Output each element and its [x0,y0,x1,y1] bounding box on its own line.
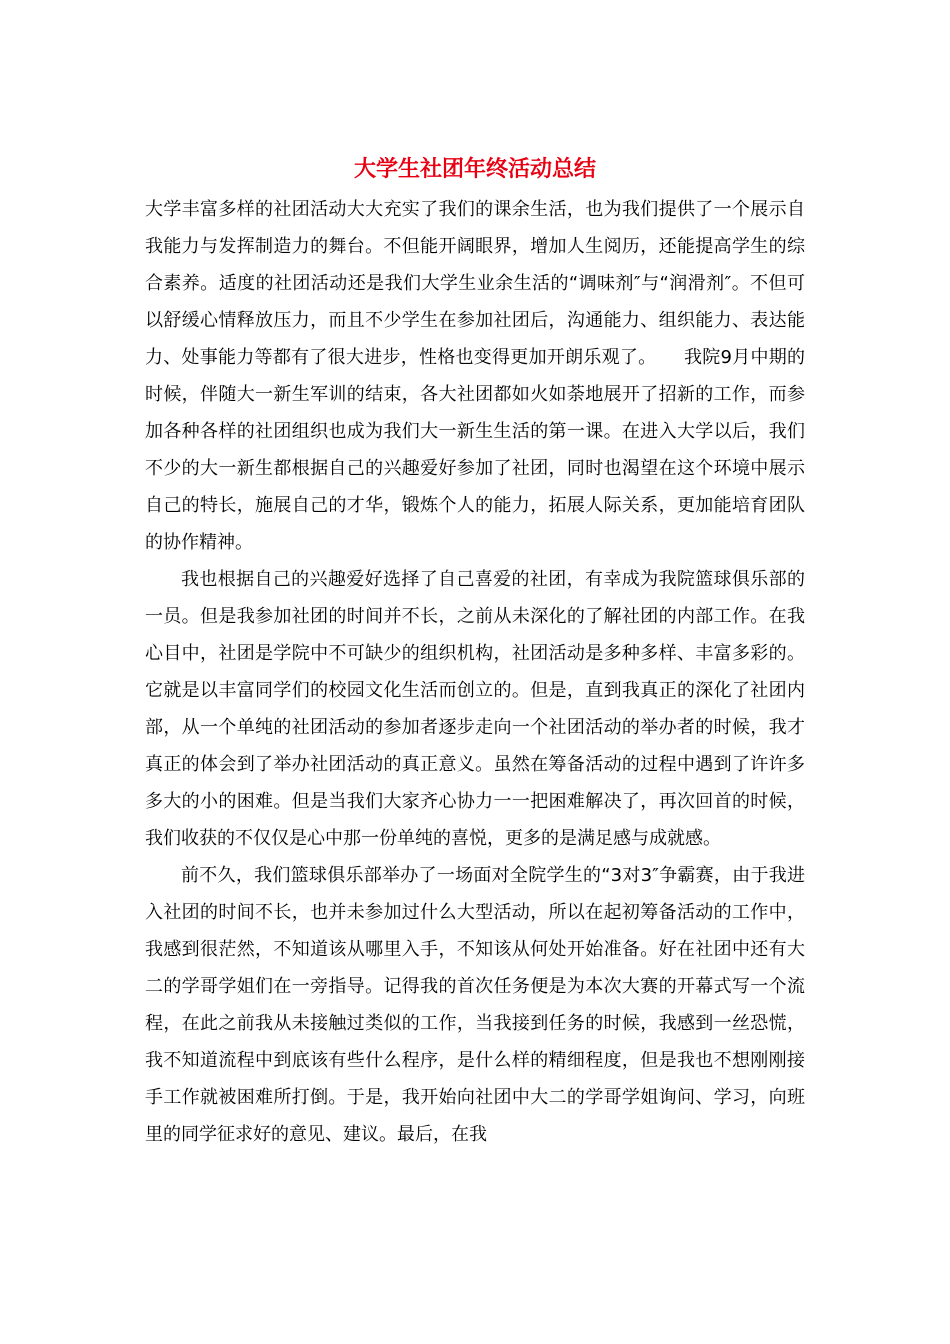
paragraph: 前不久，我们篮球俱乐部举办了一场面对全院学生的“3对3″争霸赛，由于我进入社团的时间不长，也并未参加过什么大型活动，所以在起初筹备活动的工作中，我感到很茫然，不知道该从哪里入手，不知该从何处开始准备。好在社团中还有大二的学哥学姐们在一旁指导。记得我的首次任务便是为本次大赛的开幕式写一个流程，在此之前我从未接触过类似的工作，当我接到任务的时候，我感到一丝恐慌，我不知道流程中到底该有些什么程序，是什么样的精细程度，但是我也不想刚刚接手工作就被困难所打倒。于是，我开始向社团中大二的学哥学姐询问、学习，向班里的同学征求好的意见、建议。最后，在我 [145,865,805,1145]
paragraph: 我也根据自己的兴趣爱好选择了自己喜爱的社团，有幸成为我院篮球俱乐部的一员。但是我参加社团的时间并不长，之前从未深化的了解社团的内部工作。在我心目中，社团是学院中不可缺少的组织机构，社团活动是多种多样、丰富多彩的。它就是以丰富同学们的校园文化生活而创立的。但是，直到我真正的深化了社团内部，从一个单纯的社团活动的参加者逐步走向一个社团活动的举办者的时候，我才真正的体会到了举办社团活动的真正意义。虽然在筹备活动的过程中遇到了许许多多大的小的困难。但是当我们大家齐心协力一一把困难解决了，再次回首的时候，我们收获的不仅仅是心中那一份单纯的喜悦，更多的是满足感与成就感。 [145,569,805,849]
paragraph: 大学丰富多样的社团活动大大充实了我们的课余生活，也为我们提供了一个展示自我能力与发挥制造力的舞台。不但能开阔眼界，增加人生阅历，还能提高学生的综合素养。适度的社团活动还是我们大学生业余生活的“调味剂″与“润滑剂″。不但可以舒缓心情释放压力，而且不少学生在参加社团后，沟通能力、组织能力、表达能力、处事能力等都有了很大进步，性格也变得更加开朗乐观了。 我院9月中期的时候，伴随大一新生军训的结束，各大社团都如火如荼地展开了招新的工作，而参加各种各样的社团组织也成为我们大一新生生活的第一课。在进入大学以后，我们不少的大一新生都根据自己的兴趣爱好参加了社团，同时也渴望在这个环境中展示自己的特长，施展自己的才华，锻炼个人的能力，拓展人际关系，更加能培育团队的协作精神。 [145,199,805,553]
document-title: 大学生社团年终活动总结 [353,157,596,182]
document-body [145,191,805,1153]
